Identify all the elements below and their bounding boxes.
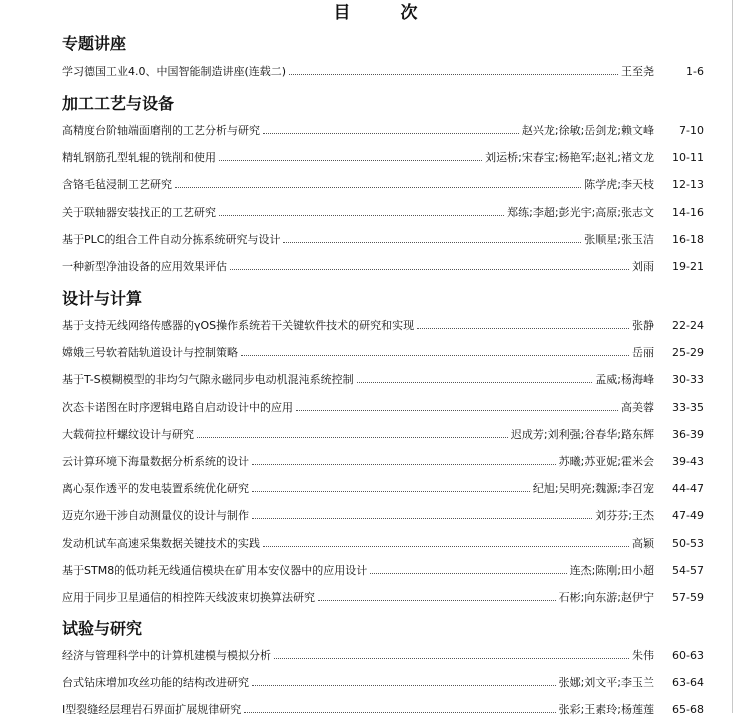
toc-entry[interactable] [62,399,704,415]
toc-entry[interactable] [62,674,704,690]
dot-leader [357,371,593,383]
dot-leader [318,589,556,601]
entry-pages: 39-43 [672,455,704,468]
entry-title[interactable]: 基于支持无线网络传感器的γOS操作系统若干关键软件技术的研究和实现 [62,319,415,332]
entry-title[interactable]: 一种新型净油设备的应用效果评估 [62,260,227,273]
dot-leader [263,535,629,547]
dot-leader [241,344,629,356]
section-heading: 加工工艺与设备 [62,94,175,113]
entry-pages: 1-6 [686,65,704,78]
entry-pages: 47-49 [672,509,704,522]
entry-title[interactable]: 嫦娥三号软着陆轨道设计与控制策略 [62,346,238,359]
entry-authors: 张彩;王素玲;杨莲莲 [558,703,654,716]
toc-entry[interactable] [62,535,704,551]
entry-authors: 连杰;陈刚;田小超 [569,564,654,577]
entry-authors: 刘雨 [632,260,654,273]
entry-pages: 54-57 [672,564,704,577]
dot-leader [274,647,629,659]
dot-leader [230,258,629,270]
page-title: 目 次 [333,3,440,23]
entry-authors: 石彬;向东游;赵伊宁 [558,591,654,604]
toc-entry[interactable] [62,231,704,247]
dot-leader [252,674,556,686]
entry-title[interactable]: 大载荷拉杆螺纹设计与研究 [62,428,194,441]
entry-pages: 25-29 [672,346,704,359]
entry-title[interactable]: 经济与管理科学中的计算机建模与模拟分析 [62,649,271,662]
dot-leader [219,149,482,161]
entry-pages: 7-10 [679,124,704,137]
entry-pages: 14-16 [672,206,704,219]
entry-pages: 50-53 [672,537,704,550]
toc-entry[interactable] [62,122,704,138]
entry-pages: 44-47 [672,482,704,495]
entry-pages: 22-24 [672,319,704,332]
entry-pages: 60-63 [672,649,704,662]
entry-authors: 刘运桥;宋春宝;杨艳军;赵礼;褚文龙 [485,151,654,164]
toc-entry[interactable] [62,149,704,165]
dot-leader [197,426,508,438]
entry-title[interactable]: 精轧钢筋孔型轧辊的铣削和使用 [62,151,216,164]
entry-pages: 16-18 [672,233,704,246]
entry-pages: 19-21 [672,260,704,273]
entry-title[interactable]: 基于STM8的低功耗无线通信模块在矿用本安仪器中的应用设计 [62,564,368,577]
toc-entry[interactable] [62,317,704,333]
dot-leader [296,399,618,411]
entry-pages: 57-59 [672,591,704,604]
entry-authors: 纪旭;吴明亮;魏源;李召宠 [532,482,654,495]
toc-entry[interactable] [62,204,704,220]
section-heading: 专题讲座 [62,34,127,53]
entry-pages: 10-11 [672,151,704,164]
entry-title[interactable]: 发动机试车高速采集数据关键技术的实践 [62,537,260,550]
entry-title[interactable]: 含铬毛毡浸制工艺研究 [62,178,172,191]
entry-title[interactable]: 迈克尔逊干涉自动测量仪的设计与制作 [62,509,249,522]
dot-leader [370,562,566,574]
entry-authors: 王至尧 [621,65,654,78]
dot-leader [252,480,530,492]
toc-entry[interactable] [62,647,704,663]
entry-title[interactable]: 次态卡诺图在时序逻辑电路自启动设计中的应用 [62,401,293,414]
toc-entry[interactable] [62,371,704,387]
dot-leader [175,176,581,188]
entry-title[interactable]: 应用于同步卫星通信的相控阵天线波束切换算法研究 [62,591,315,604]
dot-leader [283,231,581,243]
entry-title[interactable]: 关于联轴器安装找正的工艺研究 [62,206,216,219]
entry-title[interactable]: 台式钻床增加攻丝功能的结构改进研究 [62,676,249,689]
entry-pages: 33-35 [672,401,704,414]
entry-title[interactable]: 高精度台阶轴端面磨削的工艺分析与研究 [62,124,260,137]
entry-authors: 高美蓉 [621,401,654,414]
entry-pages: 36-39 [672,428,704,441]
toc-entry[interactable] [62,507,704,523]
dot-leader [263,122,519,134]
entry-authors: 岳丽 [632,346,654,359]
entry-authors: 赵兴龙;徐敏;岳剑龙;赖文峰 [521,124,654,137]
section-heading: 设计与计算 [62,289,143,308]
entry-pages: 63-64 [672,676,704,689]
toc-entry[interactable] [62,589,704,605]
entry-authors: 郑练;李超;彭光宇;高原;张志文 [507,206,654,219]
toc-entry[interactable] [62,63,704,79]
entry-title[interactable]: Ⅰ型裂缝经层理岩石界面扩展规律研究 [62,703,242,716]
entry-pages: 65-68 [672,703,704,716]
entry-authors: 张顺星;张玉洁 [584,233,654,246]
entry-authors: 迟成芳;刘利强;谷春华;路东辉 [510,428,654,441]
toc-entry[interactable] [62,480,704,496]
entry-authors: 朱伟 [632,649,654,662]
dot-leader [252,507,592,519]
toc-entry[interactable] [62,701,704,717]
toc-entry[interactable] [62,176,704,192]
dot-leader [244,701,555,713]
entry-authors: 苏曦;苏亚妮;霍米会 [558,455,654,468]
entry-title[interactable]: 云计算环境下海量数据分析系统的设计 [62,455,249,468]
toc-entry[interactable] [62,258,704,274]
entry-authors: 陈学虎;李天枝 [584,178,654,191]
entry-title[interactable]: 学习德国工业4.0、中国智能制造讲座(连载二) [62,65,287,78]
entry-pages: 12-13 [672,178,704,191]
toc-entry[interactable] [62,453,704,469]
entry-title[interactable]: 基于PLC的组合工件自动分拣系统研究与设计 [62,233,281,246]
section-heading: 试验与研究 [62,619,143,638]
dot-leader [417,317,629,329]
dot-leader [252,453,556,465]
entry-authors: 刘芬芬;王杰 [595,509,654,522]
entry-pages: 30-33 [672,373,704,386]
entry-authors: 高颖 [632,537,654,550]
entry-title[interactable]: 离心泵作透平的发电装置系统优化研究 [62,482,249,495]
toc-entry[interactable] [62,426,704,442]
toc-entry[interactable] [62,562,704,578]
toc-entry[interactable] [62,344,704,360]
dot-leader [289,63,618,75]
entry-authors: 张娜;刘文平;李玉兰 [558,676,654,689]
entry-title[interactable]: 基于T-S模糊模型的非均匀气隙永磁同步电动机混沌系统控制 [62,373,354,386]
entry-authors: 孟威;杨海峰 [595,373,654,386]
entry-authors: 张静 [632,319,654,332]
dot-leader [219,204,504,216]
page-edge-rule [732,0,733,713]
